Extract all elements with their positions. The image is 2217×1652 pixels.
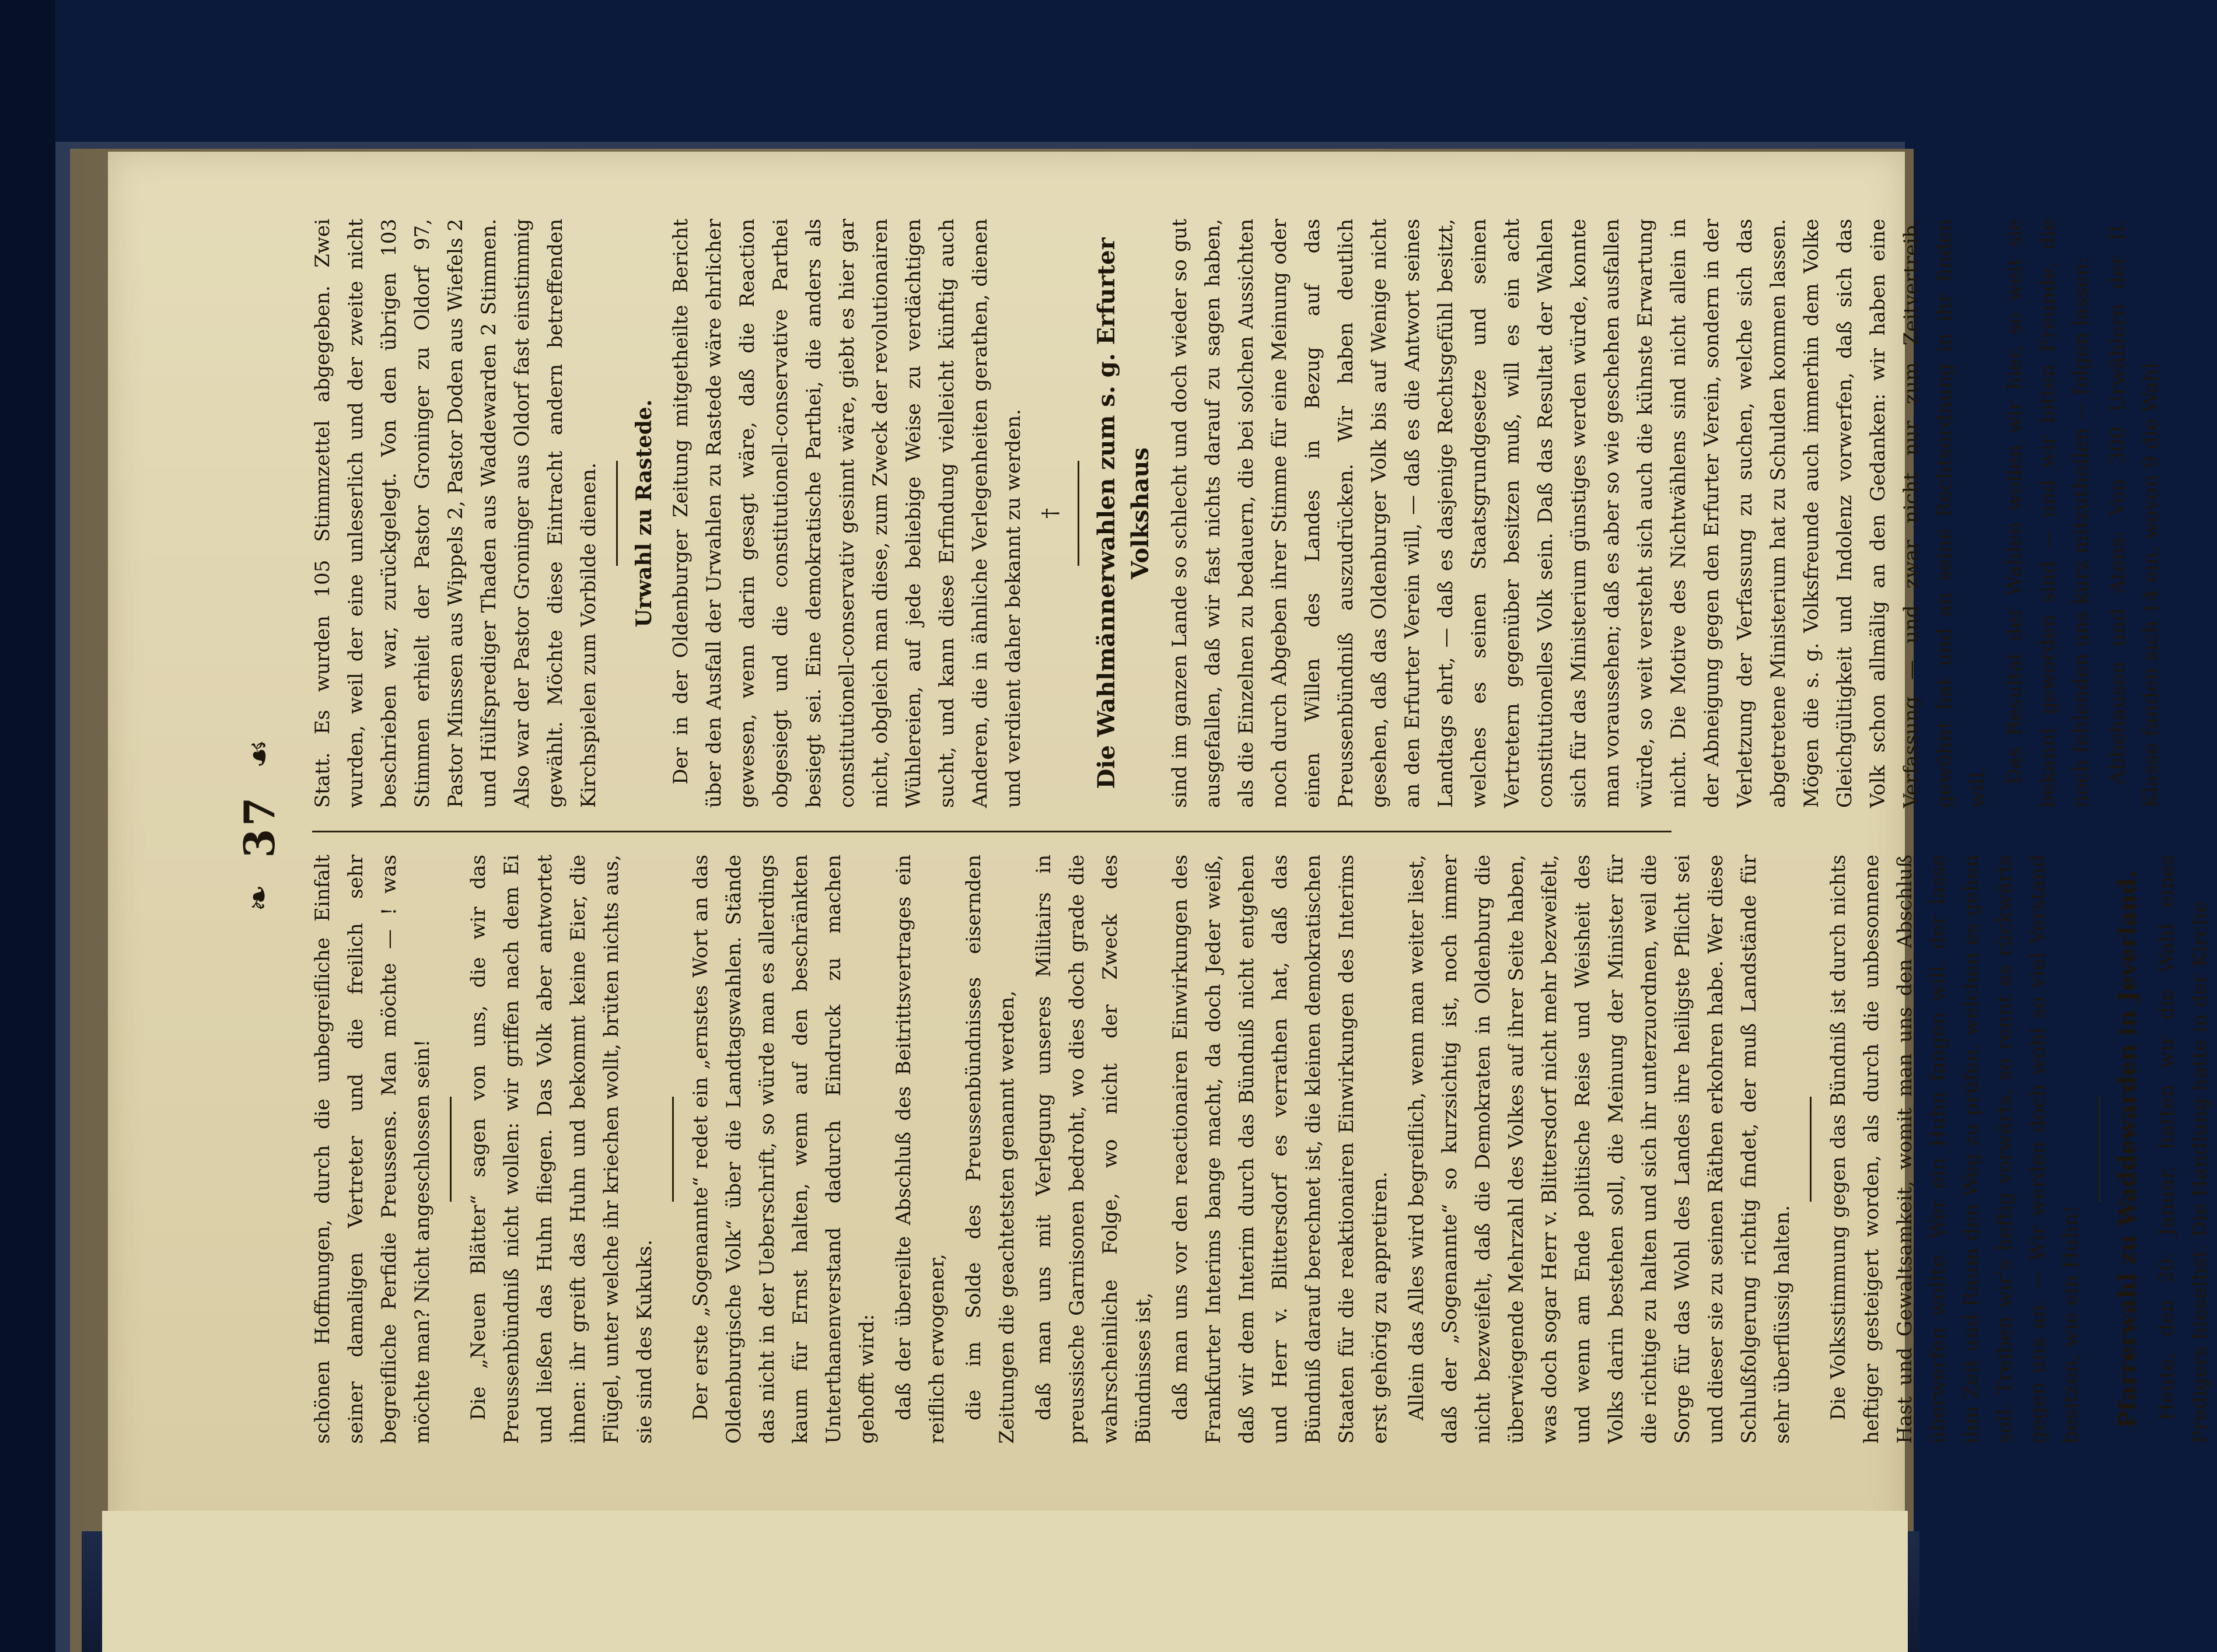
separator bbox=[2099, 1097, 2100, 1202]
background-edge bbox=[0, 0, 55, 1652]
page-content bbox=[230, 207, 2212, 1444]
paragraph: daß man uns vor den reactionairen Einwirkungen des Frankfurter Interims bange macht, da doch Jeder weiß, daß wir dem Interim durch das Bündniß nicht entgehen und Herr v. Blittersdorf es verrathen hat, daß das Bündniß darauf berechnet ist, die kleinen demokratischen Staaten für die reaktionairen Einwirkungen des Interims erst gehörig zu appretiren. bbox=[1169, 855, 1391, 1444]
paragraph: Die Volksstimmung gegen das Bündniß ist durch nichts heftiger gesteigert worden, als durch die unbesonnene Hast und Gewaltsamkeit, womit man uns den Abschluß überwerfen wollte. Wer ein Huhn fangen will, der lasse ihm Zeit und Raum den Weg zu prüfen, welchen es gehen soll. Treiben wir's heftig vorwärts, so rennt es rückwärts gegen uns an. — Wir werden doch wohl so viel Verstand besitzen, wie ein Huhn! bbox=[1827, 855, 2083, 1444]
paragraph: Heute, den 20. Januar, hatten wir die Wahl eines Predigers hieselbst. Die Handlung hatte in der Kirche bbox=[2155, 855, 2212, 1444]
left-column bbox=[306, 855, 2212, 1444]
separator bbox=[672, 1097, 674, 1202]
paragraph: Der erste „Sogenannte“ redet ein „ernstes Wort an das Oldenburgische Volk“ über die Landtagswahlen. Stände das nicht in der Ueberschrift, so würde man es allerdings kaum für Ernst halten, wenn auf den beschränkten Unterthanenverstand dadurch Eindruck zu machen gehofft wird: bbox=[689, 855, 879, 1444]
paragraph: daß der übereilte Abschluß des Beitrittsvertrages ein reiflich erwogener, bbox=[892, 855, 949, 1444]
ornament-left-icon: ❧ bbox=[240, 884, 278, 912]
page-number: 37 bbox=[235, 794, 284, 858]
page-header bbox=[230, 207, 295, 1444]
paragraph: Allein das Alles wird begreiflich, wenn man weiter liest, daß der „Sogenannte“ so kurzsichtig ist, noch immer nicht bezweifelt, daß die Demokraten in Oldenburg die überwiegende Mehrzahl des Volkes auf ihrer Seite haben, was doch sogar Herr v. Blittersdorf nicht mehr bezweifelt, und wenn am Ende politische Reise und Weisheit des Volks darin bestehen soll, die Meinung der Minister für die richtige zu halten und sich ihr unterzuordnen, weil die Sorge für das Wohl des Landes ihre heiligste Pflicht sei und dieser sie zu seinen Räthen erkohren habe. Wer diese Schlußfolgerung richtig findet, der muß Landstände für sehr überflüssig halten. bbox=[1405, 855, 1794, 1444]
paragraph: sind im ganzen Lande so schlecht und doch wieder so gut ausgefallen, daß wir fast nichts darauf zu sagen haben, als die Einzelnen zu bedauern, die bei solchen Aussichten noch durch Abgeben ihrer Stimme für eine Meinung oder einen Willen des Landes in Bezug auf das Preussenbündniß auszudrücken. Wir haben deutlich gesehen, daß das Oldenburger Volk bis auf Wenige nicht an den Erfurter Verein will, — daß es die Antwort seines Landtags ehrt, — daß es dasjenige Rechtsgefühl besitzt, welches es seinen Staatsgrundgesetze und seinen Vertretern gegenüber besitzen muß, will es ein acht constitutionelles Volk sein. Daß das Resultat der Wahlen sich für das Ministerium günstiges werden würde, konnte man voraussehen; daß es aber so wie geschehen ausfallen würde, so weit versteht sich auch die kühnste Erwartung nicht. Die Motive des Nichtwählens sind nicht allein in der Abneigung gegen den Erfurter Verein, sondern in der Verletzung der Verfassung zu suchen, welche sich das abgetretene Ministerium hat zu Schulden kommen lassen. Mögen die s. g. Volksfreunde auch immerhin dem Volke Gleichgültigkeit und Indolenz vorwerfen, daß sich das Volk schon allmälig an den Gedanken: wir haben eine Verfassung — und zwar nicht nur zum Zeitvertreib, gewöhnt hat und an seine Rechtsordnung in ihr finden will. bbox=[1168, 219, 1989, 808]
separator bbox=[1078, 461, 1079, 566]
article-heading: Die Wahlmännerwahlen zum s. g. Erfurter Volkshaus bbox=[1093, 237, 1154, 789]
paragraph: Statt. Es wurden 105 Stimmzettel abgegeben. Zwei wurden, weil der eine unleserlich und der zweite nicht beschrieben war, zurückgelegt. Von den übrigen 103 Stimmen erhielt der Pastor Groninger zu Oldorf 97, Pastor Minssen aus Wippels 2, Pastor Doden aus Wiefels 2 und Hülfsprediger Thaden aus Waddewarden 2 Stimmen. Also war der Pastor Groninger aus Oldorf fast einstimmig gewählt. Möchte diese Eintracht andern betreffenden Kirchspielen zum Vorbilde dienen. bbox=[311, 219, 600, 808]
article-heading: Pfarrerwahl zu Waddewarden in Jeverland. bbox=[2114, 870, 2141, 1429]
separator bbox=[1810, 1097, 1812, 1202]
separator bbox=[450, 1097, 452, 1202]
dagger-mark: † bbox=[1038, 508, 1062, 519]
paragraph: Der in der Oldenburger Zeitung mitgetheilte Bericht über den Ausfall der Urwahlen zu Rastede wäre ehrlicher gewesen, wenn darin gesagt wäre, daß die Reaction obgesiegt und die constitutionell-conservative Parthei besiegt sei. Eine demokratische Parthei, die anders als constitutionell-conservativ gesinnt wäre, giebt es hier gar nicht, obgleich man diese, zum Zweck der revolutionairen Wühlereien, auf jede beliebige Weise zu verdächtigen sucht, und kann diese Erfindung vielleicht künftig auch Anderen, die in ähnliche Verlegenheiten gerathen, dienen und verdient daher bekannt zu werden. bbox=[669, 219, 1025, 808]
paragraph: die im Solde des Preussenbündnisses eisernden Zeitungen die geachtetsten genannt werden, bbox=[962, 855, 1019, 1444]
paragraph: schönen Hoffnungen, durch die unbegreifliche Einfalt seiner damaligen Vertreter und die freilich sehr begreifliche Perfidie Preussens. Man möchte — ! was möchte man? Nicht angeschlossen sein! bbox=[311, 855, 434, 1444]
column-rule bbox=[312, 831, 1672, 832]
right-column bbox=[306, 219, 2163, 808]
paragraph: Die „Neuen Blätter“ sagen von uns, die wir das Preussenbündniß nicht wollen: wir griffen nach dem Ei und ließen das Huhn fliegen. Das Volk aber antwortet ihnen: ihr greift das Huhn und bekommt keine Eier, die Flügel, unter welche ihr kriechen wollt, brüten nichts aus, sie sind des Kukuks. bbox=[467, 855, 656, 1444]
separator bbox=[616, 461, 618, 566]
paragraph: Abbehausen und Atens: Von 300 Urwählern der II. Klasse fanden sich 14 ein, wovon 9 die Wahl bbox=[2106, 219, 2163, 808]
article-heading: Urwahl zu Rastede. bbox=[632, 399, 656, 628]
paragraph: daß man uns mit Verlegung unseres Militairs in preussische Garnisonen bedroht, wo dies doch grade die wahrscheinliche Folge, wo nicht der Zweck des Bündnisses ist, bbox=[1032, 855, 1155, 1444]
paragraph: Das Resultat der Wahlen wollen wir hier, so weit sie bekannt geworden sind — und wir bitten Freunde, die noch fehlenden uns kurz mitzutheilen — folgen lassen: bbox=[2003, 219, 2093, 808]
page-lower-edge bbox=[102, 1511, 1908, 1652]
ornament-right-icon: ☙ bbox=[240, 739, 278, 769]
